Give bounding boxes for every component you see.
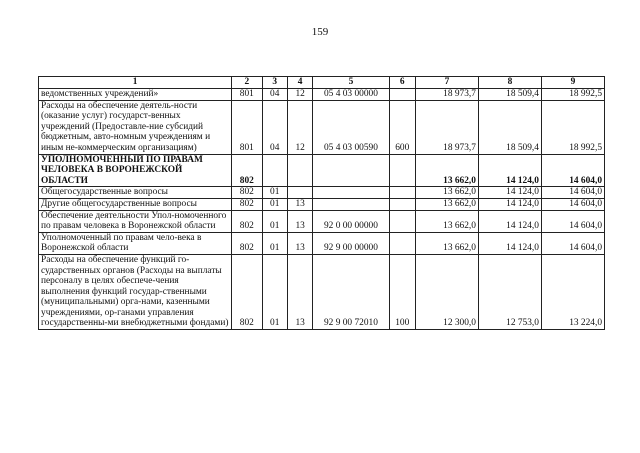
table-row [39, 198, 605, 210]
cell-amount-2: 18 509,4 [478, 89, 541, 101]
cell-amount-3: 14 604,0 [541, 198, 604, 210]
page-number: 159 [311, 26, 329, 38]
table-body [39, 89, 605, 330]
col-header-1: 1 [39, 77, 232, 89]
cell-csr: 05 4 03 00590 [313, 100, 389, 154]
row-name: Уполномоченный по правам чело-века в Воронежской области [39, 232, 232, 254]
cell-csr [313, 154, 389, 187]
header-row [39, 77, 605, 89]
row-name: Другие общегосударственные вопросы [39, 198, 232, 210]
cell-vr [389, 154, 415, 187]
cell-amount-3: 18 992,5 [541, 89, 604, 101]
cell-gr: 802 [232, 254, 262, 329]
cell-amount-3: 14 604,0 [541, 187, 604, 199]
cell-amount-2: 14 124,0 [478, 210, 541, 232]
cell-pr: 12 [287, 89, 312, 101]
cell-amount-3: 14 604,0 [541, 232, 604, 254]
col-header-3: 3 [262, 77, 287, 89]
cell-gr: 802 [232, 198, 262, 210]
cell-vr [389, 187, 415, 199]
cell-amount-2: 14 124,0 [478, 187, 541, 199]
cell-amount-1: 18 973,7 [415, 100, 478, 154]
cell-amount-2: 18 509,4 [478, 100, 541, 154]
row-name: ведомственных учреждений» [39, 89, 232, 101]
cell-amount-1: 13 662,0 [415, 154, 478, 187]
row-name: УПОЛНОМОЧЕННЫЙ ПО ПРАВАМ ЧЕЛОВЕКА В ВОРОНЕЖСКОЙ ОБЛАСТИ [39, 154, 232, 187]
cell-vr: 100 [389, 254, 415, 329]
cell-amount-3: 14 604,0 [541, 210, 604, 232]
table-row [39, 100, 605, 154]
cell-gr: 802 [232, 154, 262, 187]
cell-rz [262, 154, 287, 187]
cell-amount-1: 13 662,0 [415, 198, 478, 210]
cell-csr: 05 4 03 00000 [313, 89, 389, 101]
cell-gr: 801 [232, 100, 262, 154]
cell-vr [389, 210, 415, 232]
cell-pr [287, 187, 312, 199]
cell-amount-3: 14 604,0 [541, 154, 604, 187]
cell-amount-1: 13 662,0 [415, 210, 478, 232]
table-row [39, 187, 605, 199]
col-header-5: 5 [313, 77, 389, 89]
cell-rz: 01 [262, 198, 287, 210]
cell-vr [389, 89, 415, 101]
cell-gr: 802 [232, 232, 262, 254]
row-name: Обеспечение деятельности Упол-номоченного по правам человека в Воронежской области [39, 210, 232, 232]
cell-csr: 92 9 00 00000 [313, 232, 389, 254]
table-row [39, 154, 605, 187]
cell-vr: 600 [389, 100, 415, 154]
cell-csr [313, 198, 389, 210]
cell-pr: 13 [287, 254, 312, 329]
table-row [39, 232, 605, 254]
cell-amount-1: 13 662,0 [415, 187, 478, 199]
cell-vr [389, 232, 415, 254]
cell-amount-2: 12 753,0 [478, 254, 541, 329]
col-header-8: 8 [478, 77, 541, 89]
table-row [39, 254, 605, 329]
cell-rz: 04 [262, 89, 287, 101]
cell-rz: 01 [262, 232, 287, 254]
cell-pr: 13 [287, 210, 312, 232]
row-name: Общегосударственные вопросы [39, 187, 232, 199]
cell-amount-2: 14 124,0 [478, 232, 541, 254]
cell-pr [287, 154, 312, 187]
cell-gr: 801 [232, 89, 262, 101]
row-name: Расходы на обеспечение функций го-сударственных органов (Расходы на выплаты персоналу в целях обеспече-чения выполнения функций государ-ственными (муниципальными) орга-нами, казенными учреждениями, ор-ганами управления государственны-ми внебюджетными фондами) [39, 254, 232, 329]
cell-amount-1: 12 300,0 [415, 254, 478, 329]
col-header-9: 9 [541, 77, 604, 89]
cell-csr: 92 0 00 00000 [313, 210, 389, 232]
col-header-7: 7 [415, 77, 478, 89]
cell-rz: 01 [262, 187, 287, 199]
cell-gr: 802 [232, 187, 262, 199]
cell-amount-2: 14 124,0 [478, 154, 541, 187]
cell-amount-3: 18 992,5 [541, 100, 604, 154]
cell-amount-3: 13 224,0 [541, 254, 604, 329]
cell-csr [313, 187, 389, 199]
cell-rz: 01 [262, 254, 287, 329]
table-row [39, 89, 605, 101]
cell-gr: 802 [232, 210, 262, 232]
budget-table [38, 76, 605, 330]
table-row [39, 210, 605, 232]
cell-amount-2: 14 124,0 [478, 198, 541, 210]
cell-pr: 12 [287, 100, 312, 154]
row-name: Расходы на обеспечение деятель-ности (оказание услуг) государст-венных учреждений (Предоставле-ние субсидий бюджетным, авто-номным учреждениям и иным не-коммерческим организациям) [39, 100, 232, 154]
cell-csr: 92 9 00 72010 [313, 254, 389, 329]
cell-vr [389, 198, 415, 210]
cell-rz: 01 [262, 210, 287, 232]
cell-pr: 13 [287, 198, 312, 210]
col-header-4: 4 [287, 77, 312, 89]
cell-amount-1: 13 662,0 [415, 232, 478, 254]
col-header-2: 2 [232, 77, 262, 89]
cell-pr: 13 [287, 232, 312, 254]
cell-amount-1: 18 973,7 [415, 89, 478, 101]
col-header-6: 6 [389, 77, 415, 89]
cell-rz: 04 [262, 100, 287, 154]
